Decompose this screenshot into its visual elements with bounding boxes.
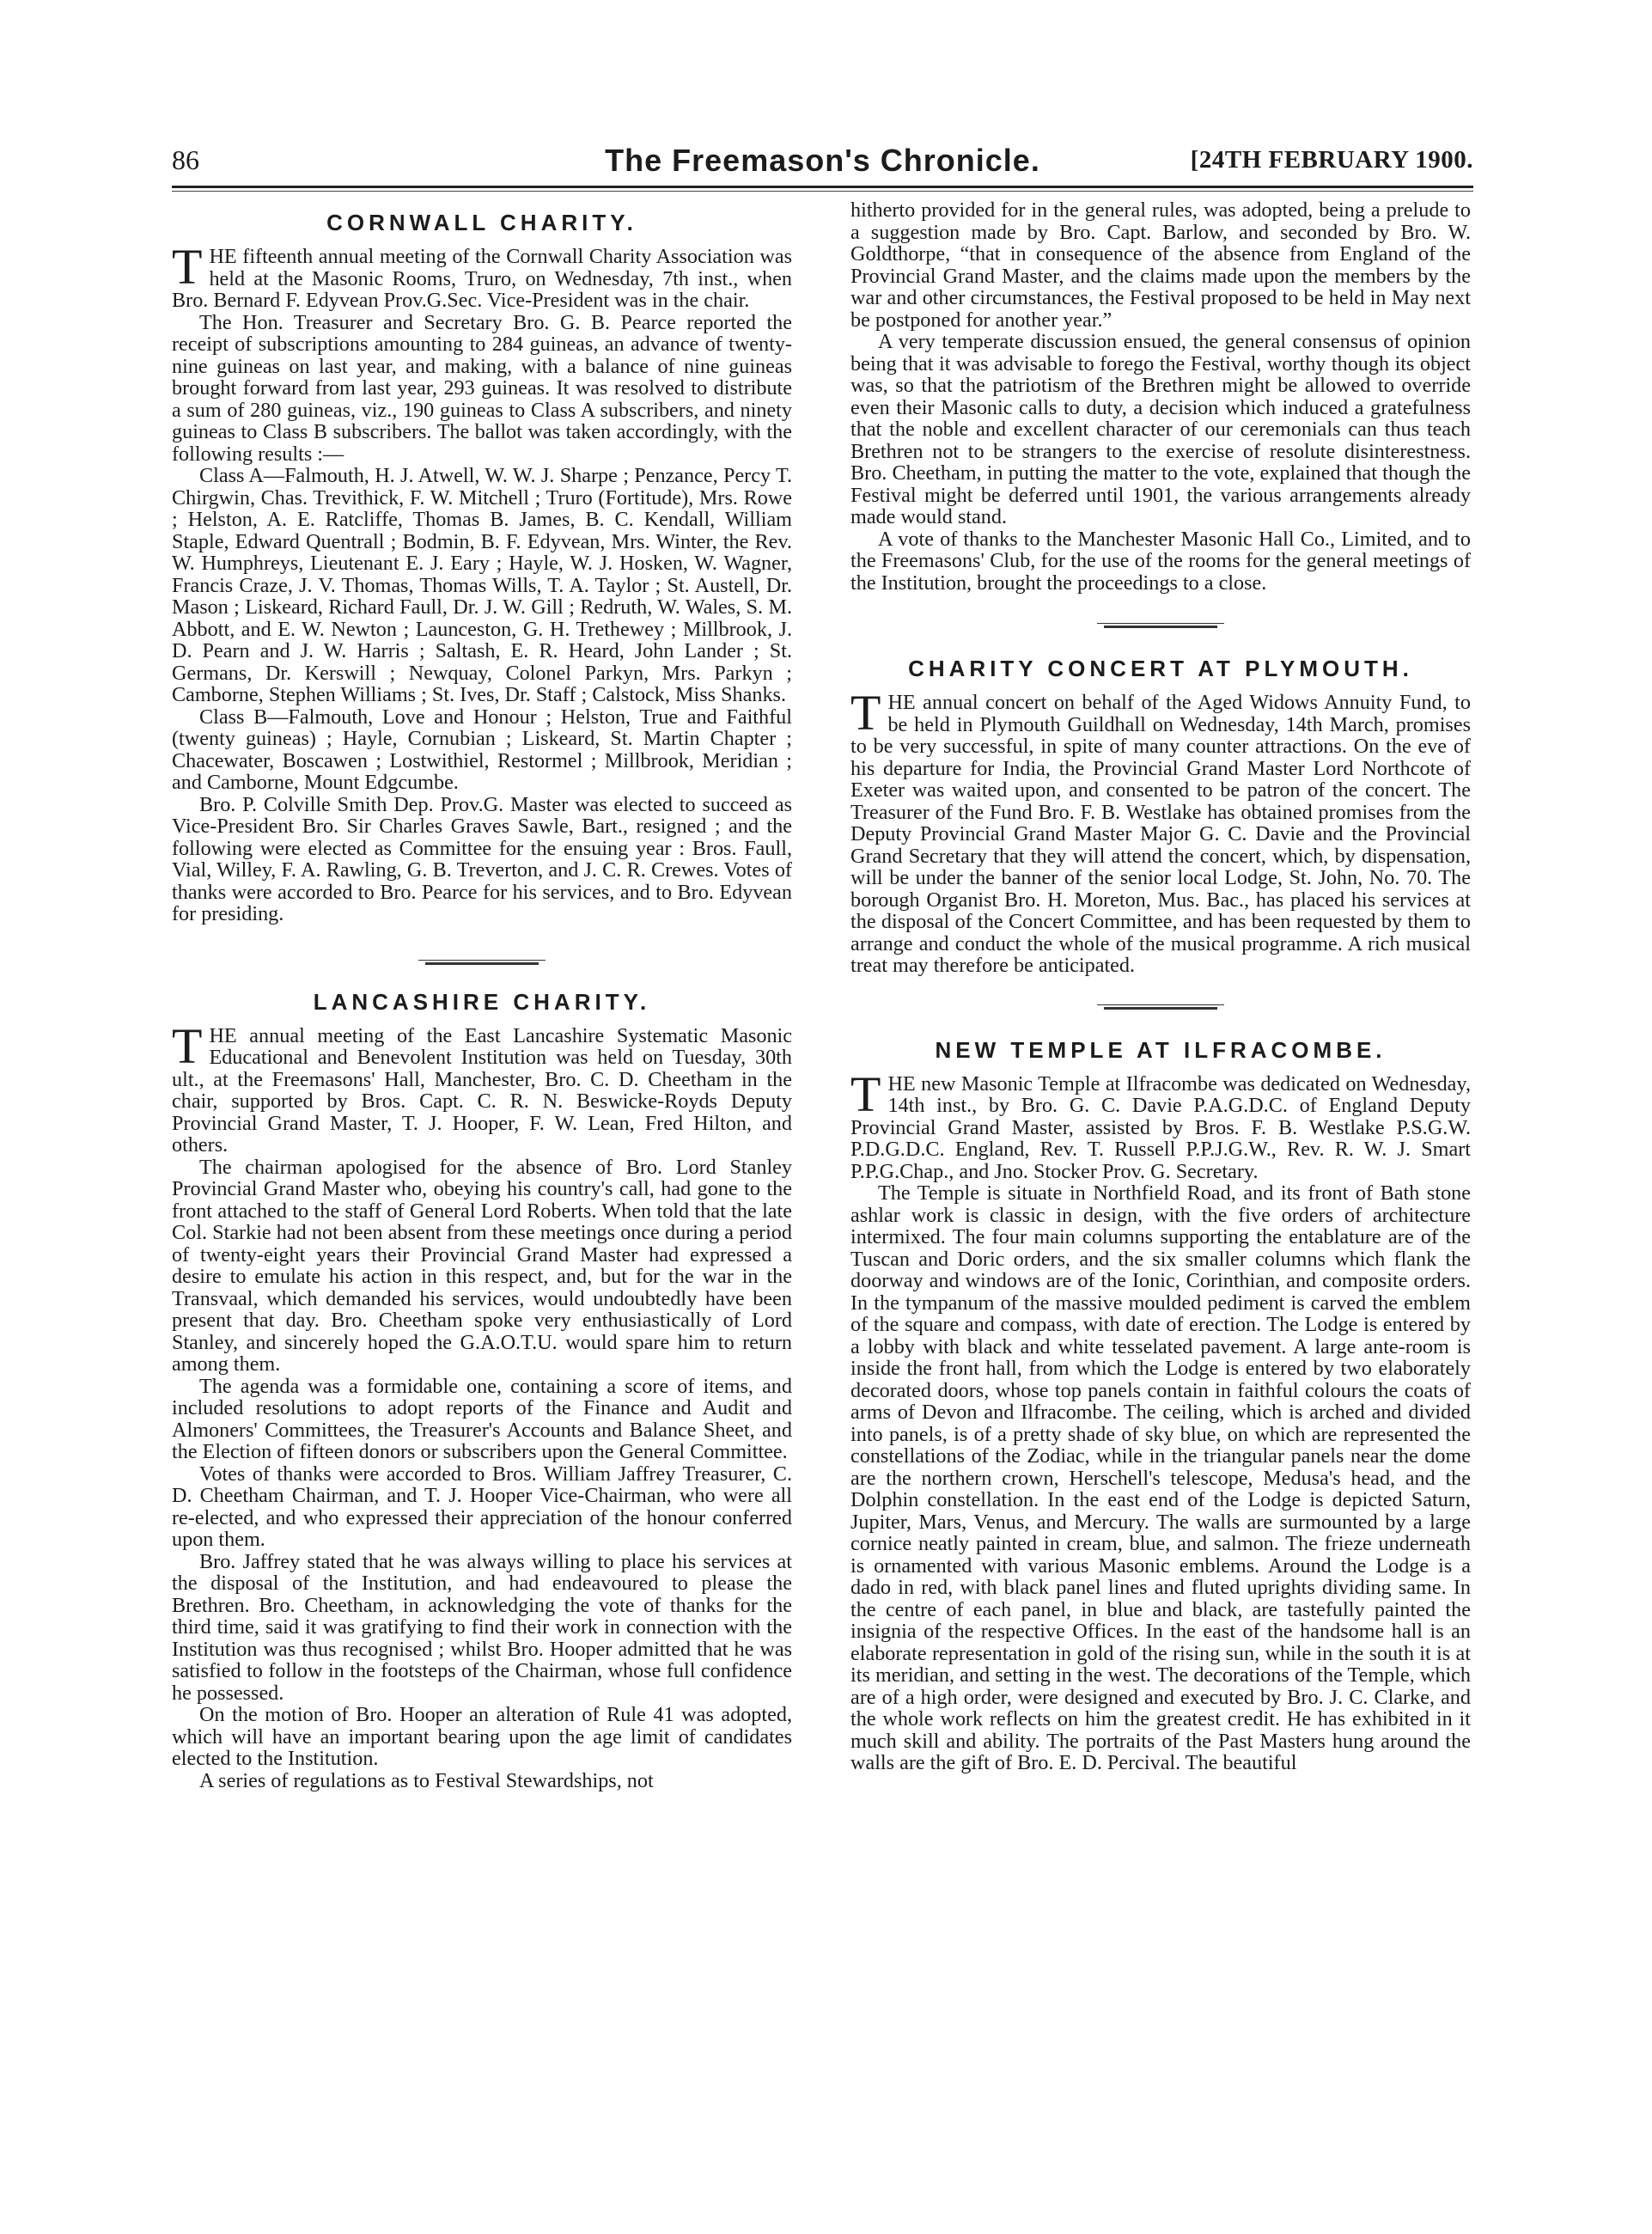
article-paragraph: Bro. P. Colville Smith Dep. Prov.G. Master was elected to succeed as Vice-President Bro. Sir Charles Graves Sawle, Bart., resigned ; and the following were elected as Committee for the ensuing year : Bros. Faull, Vial, Willey, F. A. Rawling, G. B. Treverton, and J. C. R. Crewes. Votes of thanks were accorded to Bro. Pearce for his services, and to Bro. Edyvean for presiding. (172, 792, 792, 925)
section-divider (1097, 1003, 1224, 1011)
masthead (172, 144, 1473, 184)
drop-cap: T (172, 239, 203, 295)
article-heading: CHARITY CONCERT AT PLYMOUTH. (908, 656, 1413, 681)
issue-date: [24TH FEBRUARY 1900. (1190, 146, 1473, 174)
article-heading: LANCASHIRE CHARITY. (313, 988, 651, 1015)
article-paragraph: Votes of thanks were accorded to Bros. William Jaffrey Treasurer, C. D. Cheetham Chairman, and T. J. Hooper Vice-Chairman, who were all re-elected, and who expressed their appreciation of the honour conferred upon them. (172, 1462, 792, 1551)
article-paragraph: The agenda was a formidable one, containing a score of items, and included resolutions to adopt reports of the Finance and Audit and Almoners' Committees, the Treasurer's Accounts and Balance Sheet, and the Election of fifteen donors or subscribers upon the General Committee. (172, 1374, 792, 1463)
left-column (172, 199, 792, 1791)
article-cornwall-charity (172, 210, 792, 925)
article-paragraph: A series of regulations as to Festival Stewardships, not (199, 1768, 654, 1792)
article-paragraph: A vote of thanks to the Manchester Masonic Hall Co., Limited, and to the Freemasons' Club, for the use of the rooms for the general meetings of the Institution, brought the proceedings to a close. (850, 527, 1471, 595)
article-paragraph: hitherto provided for in the general rules, was adopted, being a prelude to a suggestion made by Bro. Capt. Barlow, and seconded by Bro. W. Goldthorpe, “that in consequence of the absence from England of the Provincial Grand Master, and the claims made upon the members by the war and other circumstances, the Festival proposed to be held in May next be postponed for another year.” (850, 198, 1471, 332)
publication-title: The Freemason's Chronicle. (605, 143, 1040, 178)
article-heading: CORNWALL CHARITY. (326, 210, 637, 235)
article-paragraph: On the motion of Bro. Hooper an alteration of Rule 41 was adopted, which will have an important bearing upon the age limit of candidates elected to the Institution. (172, 1703, 792, 1770)
article-lancashire-continued (850, 199, 1471, 594)
right-column (850, 199, 1471, 1774)
article-paragraph: THE new Masonic Temple at Ilfracombe was dedicated on Wednesday, 14th inst., by Bro. G. C. Davie P.A.G.D.C. of England Deputy Provincial Grand Master, assisted by Bros. F. B. Westlake P.S.G.W. P.D.G.D.C. England, Rev. T. Russell P.P.J.G.W., Rev. R. W. J. Smart P.P.G.Chap., and Jno. Stocker Prov. G. Secretary. (850, 1065, 1471, 1183)
article-paragraph: THE annual meeting of the East Lancashire Systematic Masonic Educational and Benevolent Institution was held on Tuesday, 30th ult., at the Freemasons' Hall, Manchester, Bro. C. D. Cheetham in the chair, supported by Bros. Capt. C. R. N. Beswicke-Royds Deputy Provincial Grand Master, T. J. Hooper, F. W. Lean, Fred Hilton, and others. (172, 1017, 792, 1157)
article-lancashire-charity (172, 989, 792, 1792)
article-paragraph: Class B—Falmouth, Love and Honour ; Helston, True and Faithful (twenty guineas) ; Hayle, Cornubian ; Liskeard, St. Martin Chapter ; Chacewater, Boscawen ; Lostwithiel, Restormel ; Millbrook, Meridian ; and Camborne, Mount Edgcumbe. (172, 705, 792, 794)
masthead-rule (172, 186, 1473, 188)
article-paragraph: A very temperate discussion ensued, the general consensus of opinion being that it was advisable to forego the Festival, worthy though its object was, so that the patriotism of the Brethren might be allowed to override even their Masonic calls to duty, a decision which induced a gratefulness that the noble and excellent character of our ceremonials can thus teach Brethren not to be strangers to the exercise of resolute disinterestness. Bro. Cheetham, in putting the matter to the vote, explained that though the Festival might be deferred until 1901, the various arrangements already made would stand. (850, 330, 1471, 528)
article-new-temple-ilfracombe (850, 1037, 1471, 1774)
article-paragraph: Bro. Jaffrey stated that he was always willing to place his services at the disposal of the Institution, and had endeavoured to please the Brethren. Bro. Cheetham, in acknowledging the vote of thanks for the third time, said it was gratifying to find their work in connection with the Institution was thus recognised ; whilst Bro. Hooper admitted that he was satisfied to follow in the footsteps of the Chairman, whose full confidence he possessed. (172, 1549, 792, 1705)
drop-cap: T (850, 685, 881, 741)
masthead-rule-thin (172, 191, 1473, 192)
article-charity-concert-plymouth (850, 656, 1471, 977)
section-divider (1097, 621, 1224, 630)
article-paragraph: The chairman apologised for the absence of Bro. Lord Stanley Provincial Grand Master who, obeying his country's call, had gone to the front attached to the staff of General Lord Roberts. When told that the late Col. Starkie had not been absent from these meetings once during a period of twenty-eight years their Provincial Grand Master had expressed a desire to emulate his action in this respect, and, but for the war in the Transvaal, which demanded his services, would undoubtedly have been present that day. Bro. Cheetham spoke very enthusiastically of Lord Stanley, and sincerely hoped the G.A.O.T.U. would spare him to return among them. (172, 1155, 792, 1376)
article-paragraph: THE fifteenth annual meeting of the Cornwall Charity Association was held at the Masonic Rooms, Truro, on Wednesday, 7th inst., when Bro. Bernard F. Edyvean Prov.G.Sec. Vice-President was in the chair. (172, 239, 792, 312)
section-divider (418, 958, 546, 967)
drop-cap: T (850, 1065, 881, 1122)
article-paragraph: The Hon. Treasurer and Secretary Bro. G. B. Pearce reported the receipt of subscriptions amounting to 284 guineas, an advance of twenty-nine guineas on last year, and making, with a balance of nine guineas brought forward from last year, 293 guineas. It was resolved to distribute a sum of 280 guineas, viz., 190 guineas to Class A subscribers, and ninety guineas to Class B subscribers. The ballot was taken accordingly, with the following results :— (172, 310, 792, 466)
page-number: 86 (172, 144, 199, 175)
article-paragraph: The Temple is situate in Northfield Road, and its front of Bath stone ashlar work is classic in design, with the five orders of architecture intermixed. The four main columns supporting the entablature are of the Tuscan and Doric orders, and the six smaller columns which flank the doorway and windows are of the Ionic, Corinthian, and composite orders. In the tympanum of the massive moulded pediment is carved the emblem of the square and compass, with date of erection. The Lodge is entered by a lobby with black and white tesselated pavement. A large ante-room is inside the front hall, from which the Lodge is entered by two elaborately decorated doors, whose top panels contain in faithful colours the coats of arms of Devon and Ilfracombe. The ceiling, which is arched and divided into panels, is of a pretty shade of sky blue, on which are represented the constellations of the Zodiac, while in the triangular panels near the dome are the northern crown, Herschell's telescope, Medusa's head, and the Dolphin constellation. In the east end of the Lodge is depicted Saturn, Jupiter, Mars, Venus, and Mercury. The walls are surmounted by a large cornice neatly painted in cream, blue, and salmon. The frieze underneath is ornamented with various Masonic emblems. Around the Lodge is a dado in red, with black panel lines and fluted uprights dividing same. In the centre of each panel, in blue and black, are tastefully painted the insignia of the respective Offices. In the east of the handsome hall is an elaborate representation in gold of the rising sun, while in the south it is at its meridian, and setting in the west. The decorations of the Temple, which are of a high order, were designed and executed by Bro. J. C. Clarke, and the whole work reflects on him the greatest credit. He has exhibited in it much skill and ability. The portraits of the Past Masters hung around the walls are the gift of Bro. E. D. Percival. The beautiful (850, 1181, 1471, 1774)
drop-cap: T (172, 1017, 203, 1074)
article-paragraph: Class A—Falmouth, H. J. Atwell, W. W. J. Sharpe ; Penzance, Percy T. Chirgwin, Chas. Trevithick, F. W. Mitchell ; Truro (Fortitude), Mrs. Rowe ; Helston, A. E. Ratcliffe, Thomas B. James, B. C. Kendall, William Staple, Edward Quentrall ; Bodmin, B. F. Edyvean, Mrs. Winter, the Rev. W. Humphreys, Lieutenant E. J. Eary ; Hayle, W. J. Hosken, W. Wagner, Francis Craze, J. V. Thomas, Thomas Wills, T. A. Taylor ; St. Austell, Dr. Mason ; Liskeard, Richard Faull, Dr. J. W. Gill ; Redruth, W. Wales, S. M. Abbott, and E. W. Newton ; Launceston, G. H. Trethewey ; Millbrook, J. D. Pearn and J. W. Harris ; Saltash, E. R. Heard, John Lander ; St. Germans, Dr. Kerswill ; Newquay, Colonel Parkyn, Mrs. Parkyn ; Camborne, Stephen Williams ; St. Ives, Dr. Staff ; Calstock, Miss Shanks. (172, 464, 792, 706)
article-paragraph: THE annual concert on behalf of the Aged Widows Annuity Fund, to be held in Plymouth Guildhall on Wednesday, 14th March, promises to be very successful, in spite of many counter attractions. On the eve of his departure for India, the Provincial Grand Master Lord Northcote of Exeter was waited upon, and consented to be patron of the concert. The Treasurer of the Fund Bro. F. B. Westlake has obtained promises from the Deputy Provincial Grand Master Major G. C. Davie and the Provincial Grand Secretary that they will attend the concert, which, by dispensation, will be under the banner of the senior local Lodge, St. John, No. 70. The borough Organist Bro. H. Moreton, Mus. Bac., has placed his services at the disposal of the Concert Committee, and has been requested by them to arrange and conduct the whole of the musical programme. A rich musical treat may therefore be anticipated. (850, 685, 1471, 977)
article-heading: NEW TEMPLE AT ILFRACOMBE. (935, 1036, 1387, 1063)
